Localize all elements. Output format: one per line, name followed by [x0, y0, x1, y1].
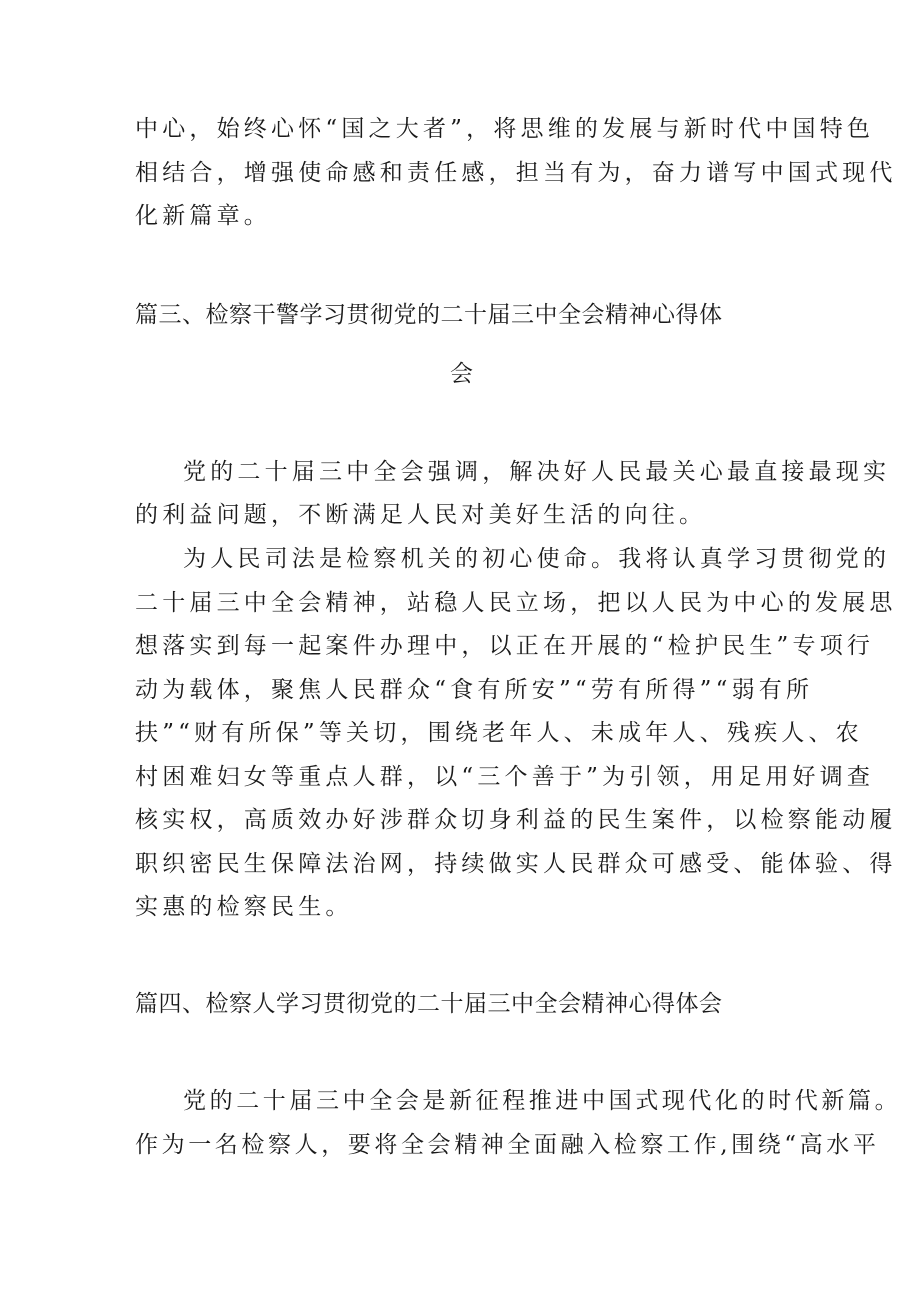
section-3-para-2-line: 扶”“财有所保”等关切，围绕老年人、未成年人、残疾人、农 — [135, 720, 863, 746]
section-3-para-2-line: 想落实到每一起案件办理中，以正在开展的“检护民生”专项行 — [135, 633, 875, 659]
section-3-para-2-line: 核实权，高质效办好涉群众切身利益的民生案件，以检察能动履 — [135, 807, 897, 833]
section-3-para-2-line: 村困难妇女等重点人群，以“三个善于”为引领，用足用好调查 — [135, 764, 875, 790]
intro-line: 相结合，增强使命感和责任感，担当有为，奋力谱写中国式现代 — [135, 160, 897, 186]
section-4-para-1-line: 党的二十届三中全会是新征程推进中国式现代化的时代新篇。 — [183, 1088, 902, 1114]
section-3-para-2-line: 职织密民生保障法治网，持续做实人民群众可感受、能体验、得 — [135, 851, 897, 877]
section-3-heading-continued: 会 — [450, 361, 474, 387]
intro-line: 化新篇章。 — [135, 203, 271, 229]
section-3-para-2-line: 二十届三中全会精神，站稳人民立场，把以人民为中心的发展思 — [135, 590, 897, 616]
section-4-heading: 篇四、检察人学习贯彻党的二十届三中全会精神心得体会 — [135, 991, 723, 1017]
section-3-para-1-line: 党的二十届三中全会强调，解决好人民最关心最直接最现实 — [183, 459, 891, 485]
section-3-para-2-line: 实惠的检察民生。 — [135, 894, 353, 920]
section-3-heading: 篇三、检察干警学习贯彻党的二十届三中全会精神心得体 — [135, 302, 723, 328]
section-3-para-1-line: 的利益问题，不断满足人民对美好生活的向往。 — [135, 502, 707, 528]
section-4-para-1-line: 作为一名检察人，要将全会精神全面融入检察工作,围绕“高水平 — [135, 1132, 880, 1158]
section-3-para-2-line: 为人民司法是检察机关的初心使命。我将认真学习贯彻党的 — [183, 546, 891, 572]
intro-line: 中心，始终心怀“国之大者”，将思维的发展与新时代中国特色 — [135, 116, 875, 142]
section-3-para-2-line: 动为载体，聚焦人民群众“食有所安”“劳有所得”“弱有所 — [135, 677, 814, 703]
